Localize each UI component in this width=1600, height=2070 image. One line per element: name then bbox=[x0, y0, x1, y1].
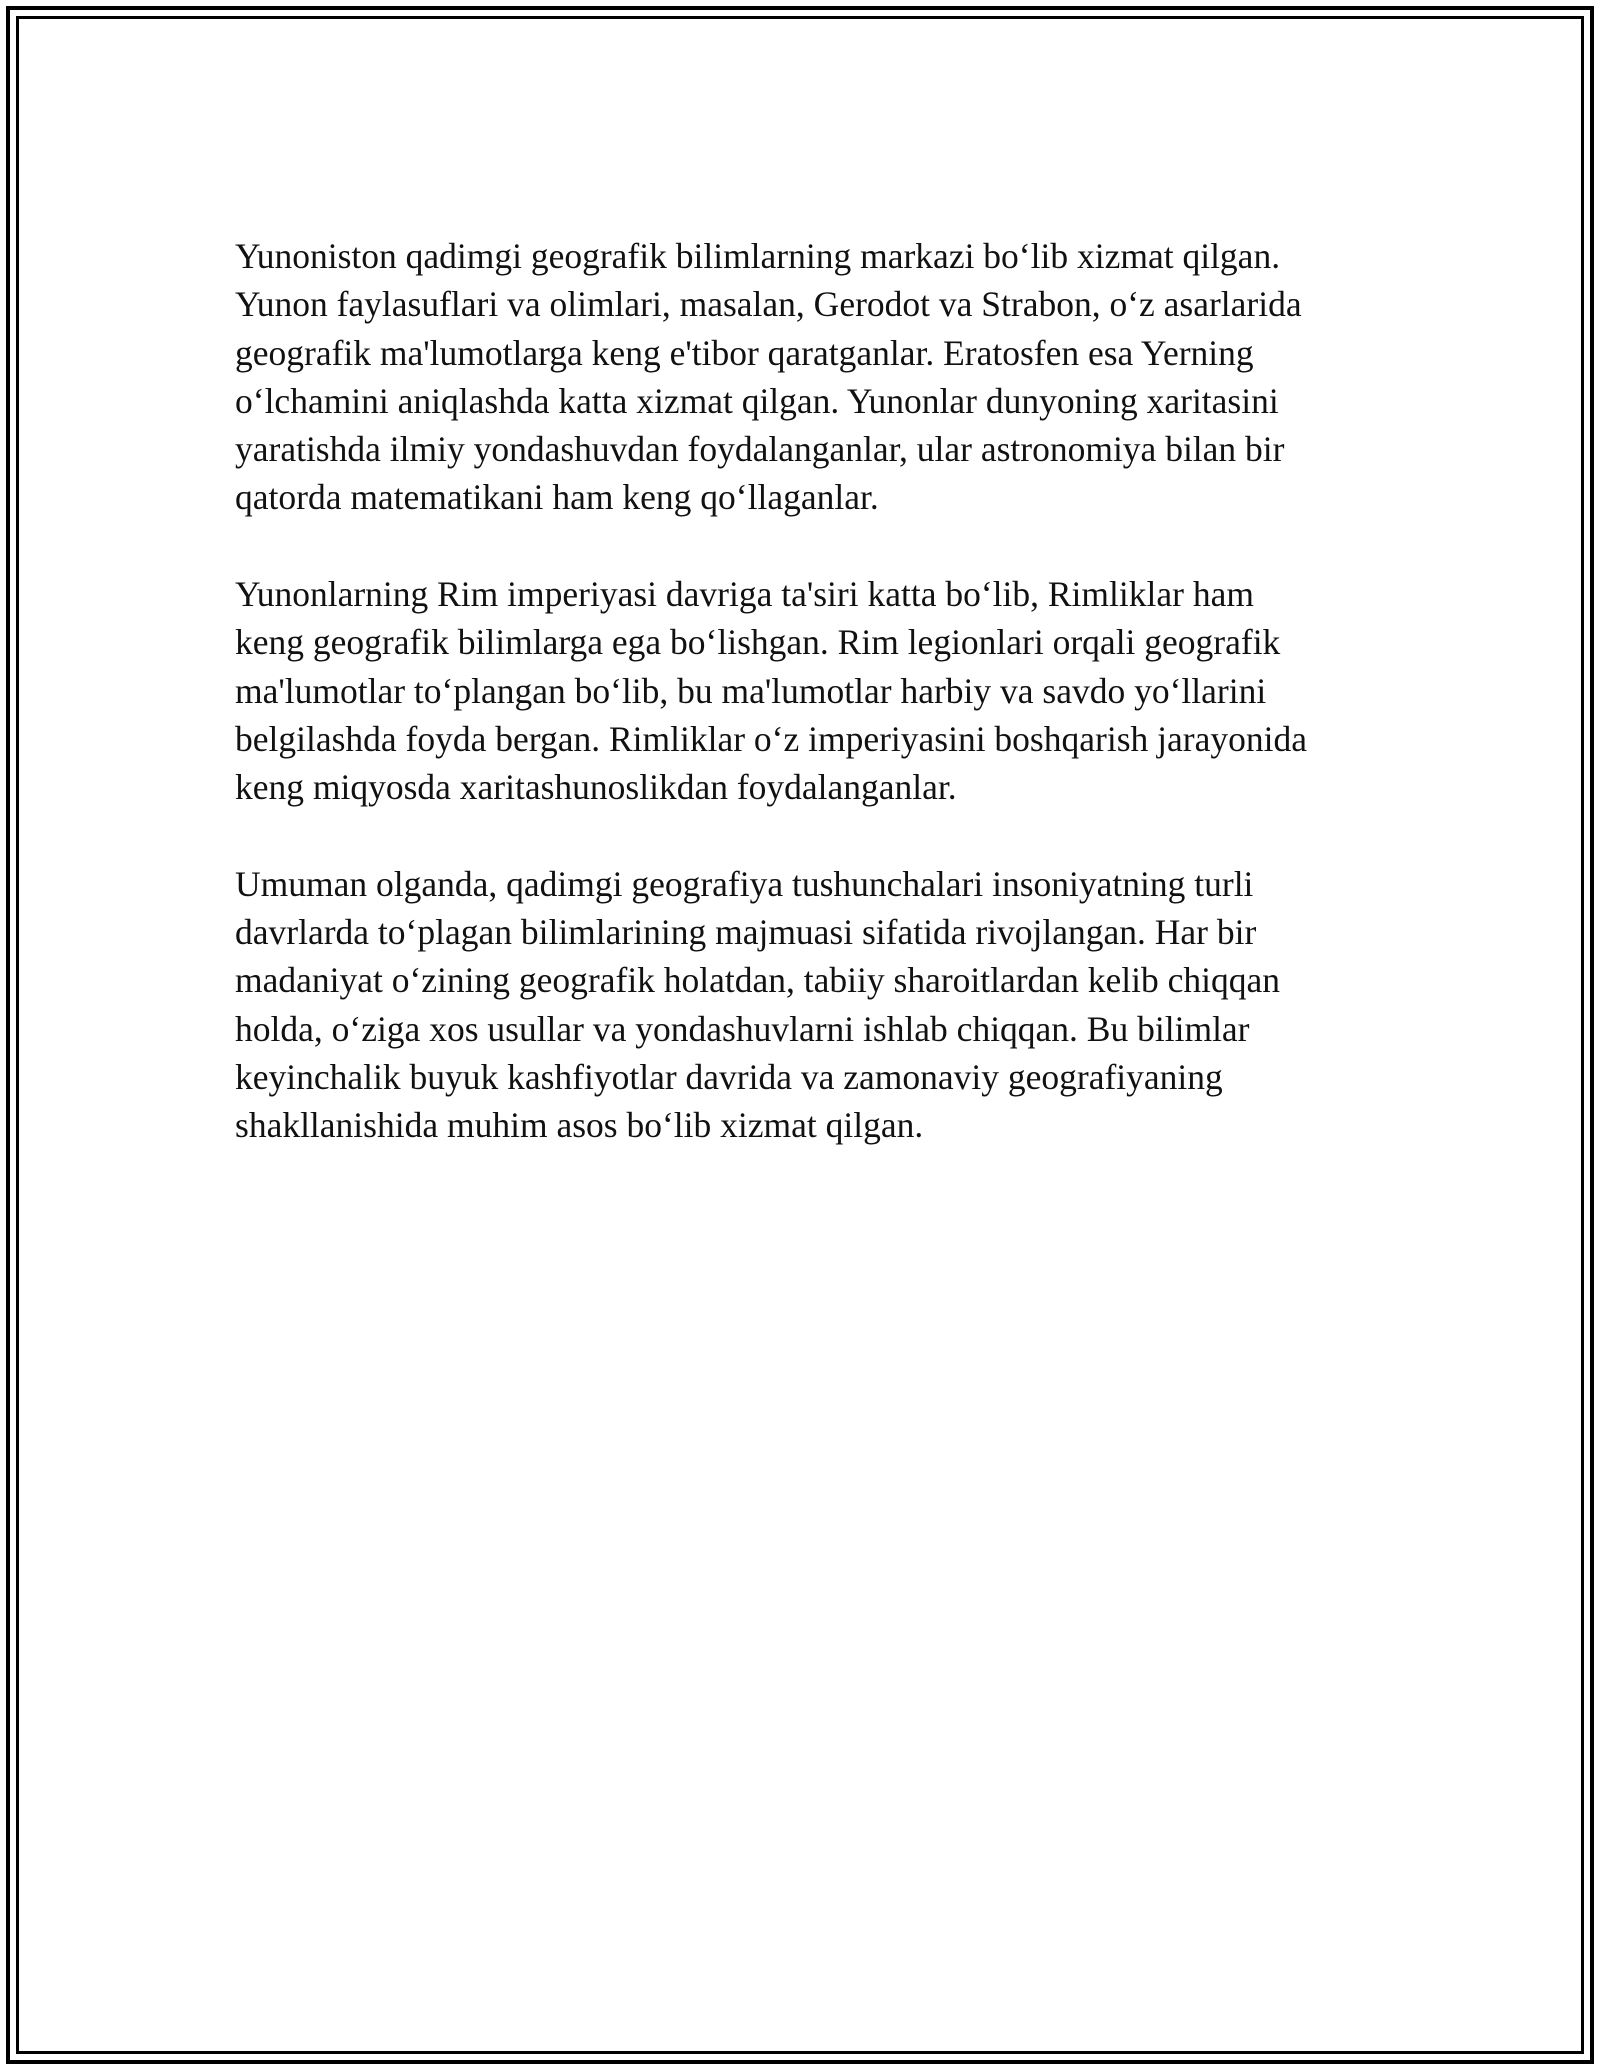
paragraph-3 bbox=[235, 860, 1365, 1150]
text-line: madaniyat o‘zining geografik holatdan, tabiiy sharoitlardan kelib chiqqan bbox=[235, 960, 1280, 1001]
text-line: Umuman olganda, qadimgi geografiya tushunchalari insoniyatning turli bbox=[235, 863, 1254, 904]
paragraph-1 bbox=[235, 232, 1365, 522]
text-line: keng geografik bilimlarga ega bo‘lishgan. Rim legionlari orqali geografik bbox=[235, 622, 1281, 663]
text-line: shakllanishida muhim asos bo‘lib xizmat qilgan. bbox=[235, 1105, 924, 1146]
text-line: davrlarda to‘plagan bilimlarining majmuasi sifatida rivojlangan. Har bir bbox=[235, 912, 1257, 953]
text-line: geografik ma'lumotlarga keng e'tibor qaratganlar. Eratosfen esa Yerning bbox=[235, 332, 1254, 373]
text-line: holda, o‘ziga xos usullar va yondashuvlarni ishlab chiqqan. Bu bilimlar bbox=[235, 1008, 1250, 1049]
text-line: keyinchalik buyuk kashfiyotlar davrida va zamonaviy geografiyaning bbox=[235, 1057, 1223, 1098]
paragraph-2 bbox=[235, 570, 1365, 811]
text-line: yaratishda ilmiy yondashuvdan foydalanganlar, ular astronomiya bilan bir bbox=[235, 429, 1285, 470]
text-line: Yunonlarning Rim imperiyasi davriga ta'siri katta bo‘lib, Rimliklar ham bbox=[235, 574, 1254, 615]
text-line: o‘lchamini aniqlashda katta xizmat qilgan. Yunonlar dunyoning xaritasini bbox=[235, 380, 1279, 421]
text-line: ma'lumotlar to‘plangan bo‘lib, bu ma'lumotlar harbiy va savdo yo‘llarini bbox=[235, 670, 1267, 711]
text-line: belgilashda foyda bergan. Rimliklar o‘z imperiyasini boshqarish jarayonida bbox=[235, 718, 1307, 759]
text-line: keng miqyosda xaritashunoslikdan foydalanganlar. bbox=[235, 767, 957, 808]
text-line: Yunoniston qadimgi geografik bilimlarning markazi bo‘lib xizmat qilgan. bbox=[235, 236, 1281, 276]
text-line: qatorda matematikani ham keng qo‘llaganlar. bbox=[235, 477, 879, 518]
document-body bbox=[235, 232, 1365, 1198]
text-line: Yunon faylasuflari va olimlari, masalan, Gerodot va Strabon, o‘z asarlarida bbox=[235, 284, 1302, 325]
